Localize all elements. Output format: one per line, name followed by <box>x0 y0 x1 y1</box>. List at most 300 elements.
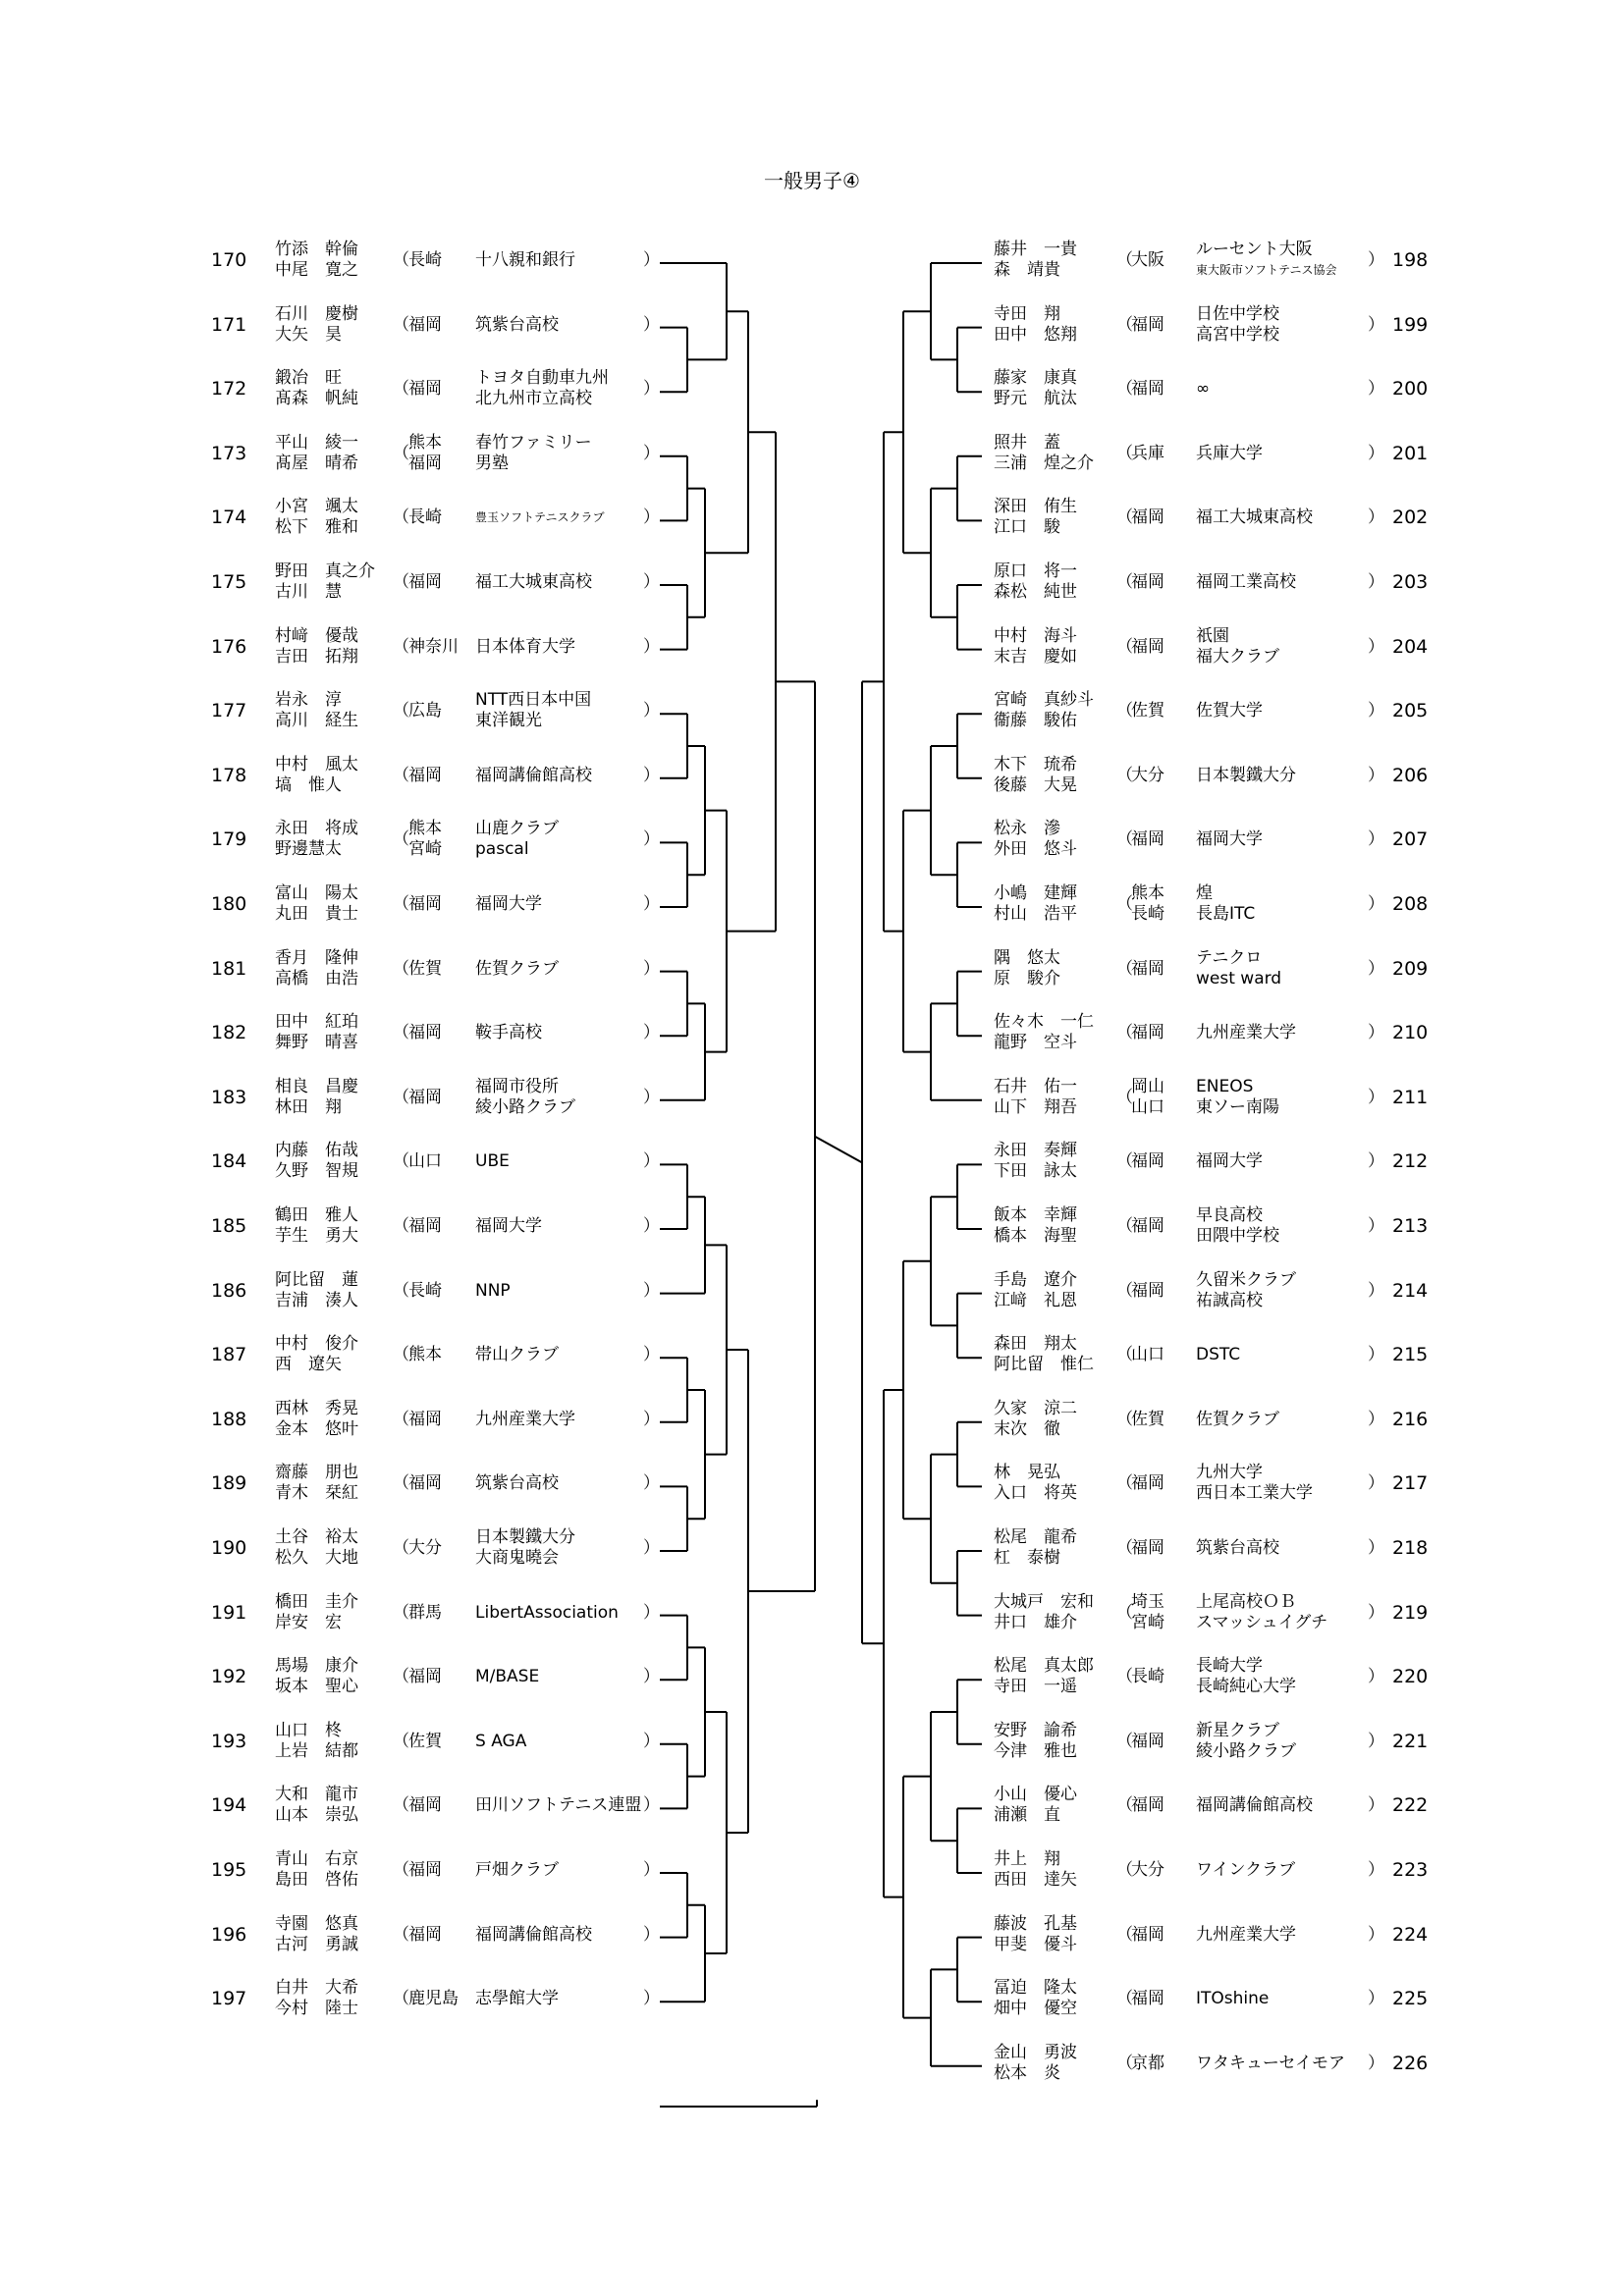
player-name: 村﨑 優哉 <box>275 625 358 646</box>
team-name: 田隈中学校 <box>1196 1226 1279 1246</box>
player-name: 平山 綾一 <box>275 432 358 453</box>
paren-close: ） <box>643 1087 660 1107</box>
paren-close: ） <box>1368 443 1384 463</box>
prefecture: 長崎 <box>408 507 442 528</box>
player-name: 中村 海斗 <box>994 625 1077 646</box>
player-name: 大城戸 宏和 <box>994 1591 1094 1612</box>
paren-open: （ <box>393 1023 409 1043</box>
team-name: 東大阪市ソフトテニス協会 <box>1196 263 1337 277</box>
player-name: 中村 風太 <box>275 754 358 774</box>
prefecture: 大分 <box>1131 1860 1164 1880</box>
team-name: 早良高校 <box>1196 1205 1263 1225</box>
paren-close: ） <box>1368 1924 1384 1945</box>
player-name: 古川 慧 <box>275 582 342 602</box>
paren-open: （ <box>1116 379 1133 400</box>
paren-close: ） <box>643 1795 660 1816</box>
paren-close: ） <box>1368 379 1384 400</box>
team-name: 東ソー南陽 <box>1196 1096 1279 1117</box>
player-name: 宮崎 真紗斗 <box>994 690 1094 711</box>
entry-number: 217 <box>1392 1472 1429 1495</box>
paren-open: （ <box>393 1087 409 1107</box>
paren-open: （ <box>1116 1473 1133 1494</box>
player-name: 外田 悠斗 <box>994 839 1077 860</box>
paren-open: （ <box>393 1602 409 1623</box>
entry-number: 186 <box>211 1279 247 1302</box>
team-name: テニクロ <box>1196 947 1263 968</box>
team-name: 綾小路クラブ <box>1196 1740 1296 1761</box>
player-name: 上岩 結都 <box>275 1740 358 1761</box>
entry-number: 175 <box>211 571 247 593</box>
prefecture: 福岡 <box>408 1860 442 1880</box>
team-name: 福岡大学 <box>475 1216 542 1236</box>
paren-close: ） <box>1368 1151 1384 1172</box>
paren-open: （ <box>1116 572 1133 592</box>
paren-close: ） <box>643 829 660 850</box>
player-name: 永田 将成 <box>275 819 358 839</box>
paren-close: ） <box>1368 829 1384 850</box>
team-name: 福工大城東高校 <box>1196 507 1313 528</box>
prefecture: 福岡 <box>1131 1924 1164 1945</box>
team-name: 福工大城東高校 <box>475 572 592 592</box>
paren-open: （ <box>393 1473 409 1494</box>
team-name: 福岡講倫館高校 <box>475 1924 592 1945</box>
paren-open: （ <box>1116 2053 1133 2073</box>
player-name: 鍛冶 旺 <box>275 368 342 389</box>
player-name: 衞藤 駿佑 <box>994 711 1077 731</box>
player-name: 隅 悠太 <box>994 947 1060 968</box>
player-name: 石井 佑一 <box>994 1076 1077 1096</box>
paren-open: （ <box>393 894 409 914</box>
entry-number: 206 <box>1392 764 1429 786</box>
team-name: 西日本工業大学 <box>1196 1483 1313 1504</box>
entry-number: 212 <box>1392 1150 1429 1173</box>
player-name: 中尾 寛之 <box>275 260 358 280</box>
paren-open: （ <box>1116 1538 1133 1558</box>
player-name: 松尾 真太郎 <box>994 1656 1094 1677</box>
player-name: 林田 翔 <box>275 1096 342 1117</box>
player-name: 土谷 裕太 <box>275 1527 358 1547</box>
player-name: 今村 陸士 <box>275 1999 358 2019</box>
player-name: 末次 徹 <box>994 1418 1060 1439</box>
team-name: UBE <box>475 1151 510 1172</box>
team-name: 東洋観光 <box>475 711 542 731</box>
player-name: 森松 純世 <box>994 582 1077 602</box>
player-name: 野田 真之介 <box>275 561 375 581</box>
prefecture: 佐賀 <box>1131 701 1164 721</box>
player-name: 久野 智規 <box>275 1161 358 1182</box>
entry-number: 191 <box>211 1601 247 1624</box>
team-name: 筑紫台高校 <box>1196 1538 1279 1558</box>
team-name: 九州産業大学 <box>1196 1924 1296 1945</box>
paren-open: （ <box>393 1731 409 1751</box>
prefecture: 福岡 <box>408 894 442 914</box>
entry-number: 201 <box>1392 442 1429 464</box>
player-name: 古河 勇誠 <box>275 1934 358 1954</box>
prefecture: 福岡 <box>408 1667 442 1687</box>
paren-open: （ <box>393 701 409 721</box>
player-name: 塙 惟人 <box>275 774 342 795</box>
paren-open: （ <box>393 1667 409 1687</box>
paren-close: ） <box>643 1731 660 1751</box>
player-name: 岸安 宏 <box>275 1612 342 1632</box>
paren-close: ） <box>1368 1473 1384 1494</box>
prefecture: 福岡 <box>408 1216 442 1236</box>
paren-open: （ <box>1116 1023 1133 1043</box>
player-name: 山口 柊 <box>275 1720 342 1740</box>
prefecture: 福岡 <box>1131 379 1164 400</box>
player-name: 松尾 龍希 <box>994 1527 1077 1547</box>
player-name: 永田 奏輝 <box>994 1141 1077 1161</box>
entry-number: 172 <box>211 378 247 400</box>
prefecture: 福岡 <box>1131 1151 1164 1172</box>
paren-open: （ <box>1116 1989 1133 2009</box>
team-name: S AGA <box>475 1731 527 1751</box>
paren-close: ） <box>643 1409 660 1429</box>
paren-open: （ <box>1116 1216 1133 1236</box>
entry-number: 216 <box>1392 1408 1429 1430</box>
entry-number: 187 <box>211 1344 247 1366</box>
player-name: 下田 詠太 <box>994 1161 1077 1182</box>
paren-open: （ <box>1116 1602 1133 1623</box>
entry-number: 181 <box>211 957 247 980</box>
entry-number: 207 <box>1392 828 1429 851</box>
prefecture: 長崎 <box>408 1280 442 1301</box>
paren-close: ） <box>643 379 660 400</box>
entry-number: 195 <box>211 1859 247 1881</box>
paren-close: ） <box>643 1602 660 1623</box>
entry-number: 214 <box>1392 1279 1429 1302</box>
entry-number: 202 <box>1392 507 1429 529</box>
team-name: 長崎純心大学 <box>1196 1677 1296 1697</box>
prefecture: 福岡 <box>1131 1280 1164 1301</box>
entry-number: 190 <box>211 1537 247 1559</box>
prefecture: 福岡 <box>1131 636 1164 657</box>
paren-open: （ <box>1116 765 1133 785</box>
team-name: 長島ITC <box>1196 904 1256 924</box>
player-name: 入口 将英 <box>994 1483 1077 1504</box>
player-name: 寺田 翔 <box>994 303 1060 324</box>
team-name: pascal <box>475 839 529 860</box>
player-name: 香月 隆伸 <box>275 947 358 968</box>
entry-number: 220 <box>1392 1666 1429 1688</box>
player-name: 島田 啓佑 <box>275 1870 358 1890</box>
team-name: ワタキューセイモア <box>1196 2053 1345 2073</box>
team-name: 長崎大学 <box>1196 1656 1263 1677</box>
entry-number: 222 <box>1392 1794 1429 1817</box>
team-name: 佐賀クラブ <box>475 958 559 979</box>
player-name: 後藤 大晃 <box>994 774 1077 795</box>
team-name: 鞍手高校 <box>475 1023 542 1043</box>
paren-close: ） <box>1368 1345 1384 1365</box>
entry-number: 185 <box>211 1215 247 1237</box>
paren-close: ） <box>643 1989 660 2009</box>
player-name: 松永 滲 <box>994 819 1060 839</box>
entry-number: 218 <box>1392 1537 1429 1559</box>
paren-open: （ <box>1116 1409 1133 1429</box>
player-name: 佐々木 一仁 <box>994 1012 1094 1033</box>
player-name: 江口 駿 <box>994 517 1060 538</box>
entry-number: 179 <box>211 828 247 851</box>
paren-close: ） <box>643 250 660 270</box>
paren-open: （ <box>1116 1345 1133 1365</box>
player-name: 鶴田 雅人 <box>275 1205 358 1225</box>
player-name: 橋田 圭介 <box>275 1591 358 1612</box>
paren-close: ） <box>1368 1989 1384 2009</box>
paren-close: ） <box>643 894 660 914</box>
player-name: 舞野 晴喜 <box>275 1033 358 1053</box>
page-title: 一般男子④ <box>764 169 860 192</box>
team-name: M/BASE <box>475 1667 540 1687</box>
paren-open: （ <box>1116 829 1133 850</box>
player-name: 小宮 颯太 <box>275 497 358 517</box>
paren-close: ） <box>643 1667 660 1687</box>
player-name: 野邊慧太 <box>275 839 342 860</box>
entry-number: 200 <box>1392 378 1429 400</box>
paren-open: （ <box>393 1345 409 1365</box>
team-name: 福岡大学 <box>475 894 542 914</box>
team-name: ワインクラブ <box>1196 1860 1296 1880</box>
player-name: 坂本 聖心 <box>275 1677 358 1697</box>
player-name: 藤井 一貴 <box>994 240 1077 259</box>
entry-number: 196 <box>211 1923 247 1946</box>
player-name: 白井 大希 <box>275 1978 358 1999</box>
player-name: 石川 慶樹 <box>275 303 358 324</box>
paren-close: ） <box>1368 1860 1384 1880</box>
paren-open: （ <box>393 1860 409 1880</box>
team-name: 福岡工業高校 <box>1196 572 1296 592</box>
team-name: 祐誠高校 <box>1196 1290 1263 1310</box>
prefecture: 福岡 <box>408 1924 442 1945</box>
entry-number: 205 <box>1392 700 1429 722</box>
paren-close: ） <box>1368 1667 1384 1687</box>
player-name: 林 晃弘 <box>994 1463 1060 1483</box>
prefecture: 埼玉 <box>1131 1591 1164 1612</box>
team-name: 筑紫台高校 <box>475 1473 559 1494</box>
player-name: 西田 達矢 <box>994 1870 1077 1890</box>
paren-close: ） <box>1368 572 1384 592</box>
entry-number: 209 <box>1392 957 1429 980</box>
paren-open: （ <box>1116 314 1133 335</box>
paren-close: ） <box>1368 1023 1384 1043</box>
paren-open: （ <box>393 1151 409 1172</box>
paren-close: ） <box>1368 507 1384 528</box>
prefecture: 山口 <box>408 1151 442 1172</box>
entry-number: 211 <box>1392 1086 1429 1108</box>
entry-number: 221 <box>1392 1730 1429 1752</box>
paren-open: （ <box>1116 1860 1133 1880</box>
entry-number: 203 <box>1392 571 1429 593</box>
player-name: 杠 泰樹 <box>994 1548 1060 1568</box>
paren-close: ） <box>643 443 660 463</box>
team-name: 山鹿クラブ <box>475 819 559 839</box>
player-name: 阿比留 惟仁 <box>994 1355 1094 1375</box>
team-name: 高宮中学校 <box>1196 324 1279 345</box>
team-name: 祇園 <box>1196 625 1229 646</box>
prefecture: 佐賀 <box>408 958 442 979</box>
paren-open: （ <box>393 958 409 979</box>
player-name: 竹添 幹倫 <box>275 240 358 259</box>
entry-number: 180 <box>211 893 247 915</box>
player-name: 井口 雄介 <box>994 1612 1077 1632</box>
paren-close: ） <box>1368 894 1384 914</box>
player-name: 高橋 由浩 <box>275 968 358 988</box>
prefecture: 福岡 <box>1131 829 1164 850</box>
prefecture: 福岡 <box>408 1795 442 1816</box>
entry-number: 213 <box>1392 1215 1429 1237</box>
entry-number: 194 <box>211 1794 247 1817</box>
prefecture: 熊本 <box>408 1345 442 1365</box>
paren-open: （ <box>1116 1667 1133 1687</box>
paren-close: ） <box>643 1538 660 1558</box>
paren-close: ） <box>1368 701 1384 721</box>
player-name: 冨迫 隆太 <box>994 1978 1077 1999</box>
player-name: 森 靖貴 <box>994 260 1060 280</box>
player-name: 寺田 一遥 <box>994 1677 1077 1697</box>
prefecture: 長崎 <box>408 250 442 270</box>
entry-number: 193 <box>211 1730 247 1752</box>
paren-close: ） <box>643 636 660 657</box>
paren-close: ） <box>1368 1409 1384 1429</box>
entry-number: 170 <box>211 249 247 271</box>
prefecture: 福岡 <box>1131 1795 1164 1816</box>
paren-open: （ <box>393 314 409 335</box>
player-name: 髙森 帆純 <box>275 389 358 409</box>
prefecture: 福岡 <box>408 453 442 473</box>
paren-open: （ <box>393 572 409 592</box>
paren-open: （ <box>1116 1731 1133 1751</box>
prefecture: 岡山 <box>1131 1076 1164 1096</box>
paren-open: （ <box>1116 1151 1133 1172</box>
player-name: 西 遼矢 <box>275 1355 342 1375</box>
player-name: 田中 悠翔 <box>994 324 1077 345</box>
team-name: 九州産業大学 <box>475 1409 575 1429</box>
player-name: 末吉 慶如 <box>994 646 1077 667</box>
prefecture: 福岡 <box>408 314 442 335</box>
player-name: 内藤 佑哉 <box>275 1141 358 1161</box>
entry-number: 210 <box>1392 1022 1429 1044</box>
team-name: 戸畑クラブ <box>475 1860 559 1880</box>
paren-open: （ <box>393 1409 409 1429</box>
prefecture: 福岡 <box>408 572 442 592</box>
paren-open: （ <box>393 636 409 657</box>
prefecture: 大分 <box>408 1538 442 1558</box>
team-name: ルーセント大阪 <box>1196 240 1313 259</box>
player-name: 馬場 康介 <box>275 1656 358 1677</box>
prefecture: 山口 <box>1131 1345 1164 1365</box>
entry-number: 224 <box>1392 1923 1429 1946</box>
team-name: 春竹ファミリー <box>475 432 592 453</box>
entry-number: 225 <box>1392 1988 1429 2010</box>
prefecture: 福岡 <box>1131 1023 1164 1043</box>
paren-close: ） <box>643 1924 660 1945</box>
team-name: 日本体育大学 <box>475 636 575 657</box>
paren-close: ） <box>643 572 660 592</box>
player-name: 小山 優心 <box>994 1785 1077 1805</box>
player-name: 木下 琉希 <box>994 754 1077 774</box>
prefecture: 兵庫 <box>1131 443 1164 463</box>
team-name: 九州産業大学 <box>1196 1023 1296 1043</box>
paren-close: ） <box>643 1345 660 1365</box>
prefecture: 山口 <box>1131 1096 1164 1117</box>
entry-number: 184 <box>211 1150 247 1173</box>
team-name: 綾小路クラブ <box>475 1096 575 1117</box>
team-name: 久留米クラブ <box>1196 1269 1296 1290</box>
player-name: 田中 紅珀 <box>275 1012 358 1033</box>
player-name: 飯本 幸輝 <box>994 1205 1077 1225</box>
player-name: 山本 崇弘 <box>275 1805 358 1826</box>
player-name: 岩永 淳 <box>275 690 342 711</box>
team-name: ∞ <box>1196 379 1211 400</box>
paren-open: （ <box>393 765 409 785</box>
prefecture: 福岡 <box>408 765 442 785</box>
player-name: 甲斐 優斗 <box>994 1934 1077 1954</box>
player-name: 野元 航汰 <box>994 389 1077 409</box>
player-name: 大和 龍市 <box>275 1785 358 1805</box>
entry-number: 219 <box>1392 1601 1429 1624</box>
player-name: 手島 遼介 <box>994 1269 1077 1290</box>
player-name: 井上 翔 <box>994 1849 1060 1869</box>
prefecture: 福岡 <box>408 379 442 400</box>
paren-open: （ <box>393 1989 409 2009</box>
player-name: 相良 昌慶 <box>275 1076 358 1096</box>
team-name: 筑紫台高校 <box>475 314 559 335</box>
team-name: 北九州市立高校 <box>475 389 592 409</box>
player-name: 吉田 拓翔 <box>275 646 358 667</box>
team-name: 帯山クラブ <box>475 1345 559 1365</box>
paren-open: （ <box>1116 1924 1133 1945</box>
team-name: ENEOS <box>1196 1076 1254 1096</box>
paren-close: ） <box>1368 765 1384 785</box>
entry-number: 215 <box>1392 1344 1429 1366</box>
paren-close: ） <box>1368 636 1384 657</box>
team-name: 上尾高校ＯＢ <box>1196 1591 1296 1612</box>
paren-close: ） <box>1368 1216 1384 1236</box>
player-name: 藤波 孔基 <box>994 1913 1077 1934</box>
player-name: 深田 侑生 <box>994 497 1077 517</box>
team-name: west ward <box>1196 968 1282 988</box>
team-name: 佐賀大学 <box>1196 701 1263 721</box>
player-name: 浦瀬 直 <box>994 1805 1060 1826</box>
player-name: 寺園 悠真 <box>275 1913 358 1934</box>
prefecture: 福岡 <box>408 1087 442 1107</box>
player-name: 山下 翔吾 <box>994 1096 1077 1117</box>
player-name: 原 駿介 <box>994 968 1060 988</box>
player-name: 松本 炎 <box>994 2062 1060 2083</box>
team-name: トヨタ自動車九州 <box>475 368 609 389</box>
paren-close: ） <box>643 958 660 979</box>
prefecture: 宮崎 <box>408 839 442 860</box>
player-name: 阿比留 蓮 <box>275 1269 358 1290</box>
prefecture: 熊本 <box>408 819 442 839</box>
paren-close: ） <box>1368 1795 1384 1816</box>
entry-number: 188 <box>211 1408 247 1430</box>
paren-close: ） <box>1368 1538 1384 1558</box>
entry-number: 171 <box>211 313 247 336</box>
player-name: 西林 秀晃 <box>275 1398 358 1418</box>
entry-number: 199 <box>1392 313 1429 336</box>
player-name: 安野 諭希 <box>994 1720 1077 1740</box>
paren-close: ） <box>643 1473 660 1494</box>
player-name: 原口 将一 <box>994 561 1077 581</box>
paren-open: （ <box>1116 701 1133 721</box>
team-name: 日佐中学校 <box>1196 303 1279 324</box>
entry-number: 173 <box>211 442 247 464</box>
paren-open: （ <box>1116 1280 1133 1301</box>
paren-open: （ <box>393 829 409 850</box>
player-name: 久家 涼二 <box>994 1398 1077 1418</box>
paren-close: ） <box>643 507 660 528</box>
team-name: 日本製鐵大分 <box>475 1527 575 1547</box>
